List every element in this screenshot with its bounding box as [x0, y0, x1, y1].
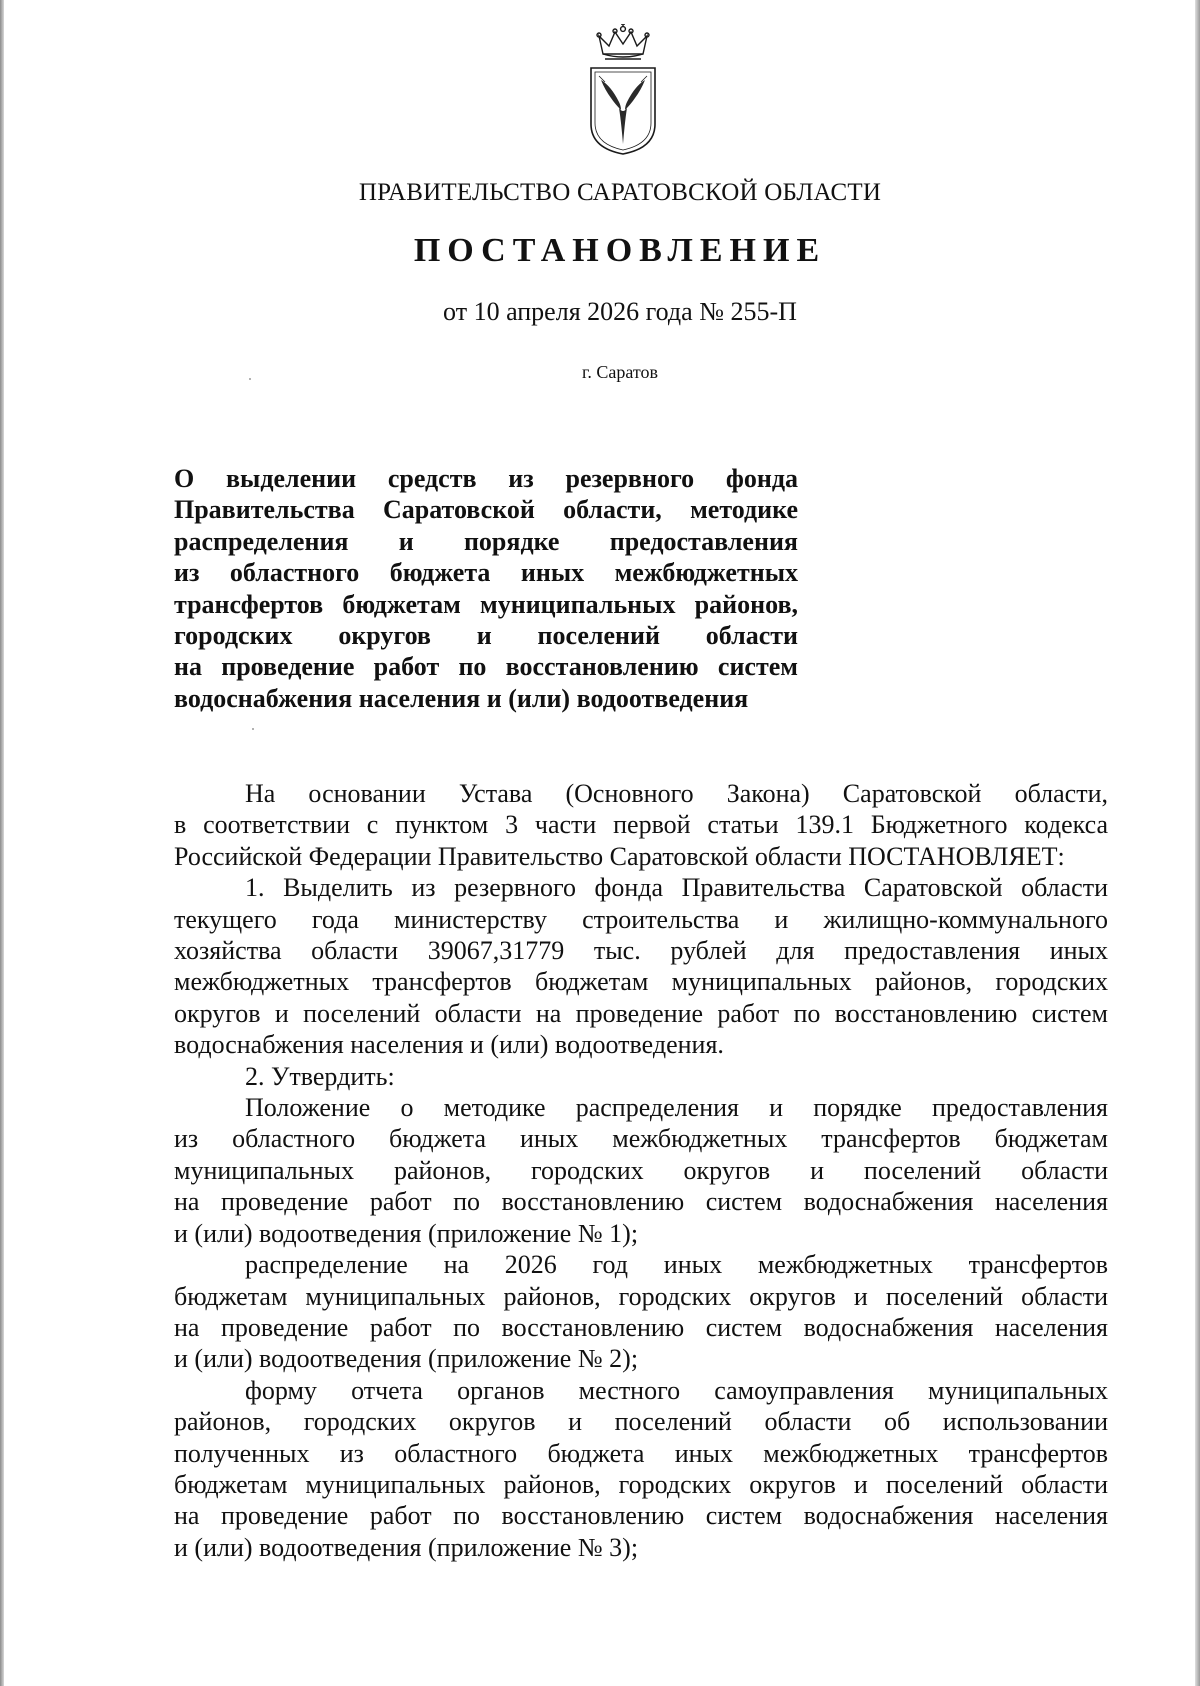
body-line: на проведение работ по восстановлению систем водоснабжения населения	[174, 1312, 1108, 1342]
body-line: районов, городских округов и поселений области об использовании	[174, 1407, 1108, 1437]
subject-line: водоснабжения населения и (или) водоотведения	[174, 683, 749, 713]
subject-line: трансфертов бюджетам муниципальных районов,	[174, 589, 798, 619]
document-subject	[174, 463, 798, 714]
appendix-1-paragraph	[174, 1092, 1108, 1249]
body-line: на проведение работ по восстановлению систем водоснабжения населения	[174, 1501, 1108, 1531]
body-line: 2. Утвердить:	[245, 1061, 395, 1091]
subject-line: распределения и порядке предоставления	[174, 526, 798, 556]
body-line: на проведение работ по восстановлению систем водоснабжения населения	[174, 1187, 1108, 1217]
body-line: и (или) водоотведения (приложение № 2);	[174, 1344, 639, 1374]
subject-line: на проведение работ по восстановлению систем	[174, 652, 798, 682]
body-line: форму отчета органов местного самоуправления муниципальных	[245, 1375, 1108, 1405]
body-line: бюджетам муниципальных районов, городских округов и поселений области	[174, 1281, 1108, 1311]
body-line: полученных из областного бюджета иных межбюджетных трансфертов	[174, 1438, 1108, 1468]
subject-line: из областного бюджета иных межбюджетных	[174, 558, 798, 588]
subject-line: О выделении средств из резервного фонда	[174, 464, 798, 493]
document-city: г. Саратов	[582, 362, 658, 382]
body-line: Российской Федерации Правительство Саратовской области ПОСТАНОВЛЯЕТ:	[174, 841, 1065, 871]
body-line: из областного бюджета иных межбюджетных трансфертов бюджетам	[174, 1124, 1108, 1154]
scan-speck	[252, 728, 254, 730]
coat-of-arms-icon	[585, 24, 661, 156]
body-line: бюджетам муниципальных районов, городских округов и поселений области	[174, 1469, 1108, 1499]
document-date-number: от 10 апреля 2026 года № 255-П	[443, 297, 797, 326]
body-line: 1. Выделить из резервного фонда Правительства Саратовской области	[245, 873, 1108, 903]
body-line: муниципальных районов, городских округов и поселений области	[174, 1155, 1108, 1185]
document-body	[174, 778, 1108, 1563]
body-line: Положение о методике распределения и порядке предоставления	[245, 1093, 1108, 1123]
preamble-paragraph	[174, 778, 1108, 872]
body-line: распределение на 2026 год иных межбюджетных трансфертов	[245, 1250, 1108, 1280]
body-line: округов и поселений области на проведение работ по восстановлению систем	[174, 998, 1108, 1028]
body-line: текущего года министерству строительства и жилищно-коммунального	[174, 904, 1108, 934]
appendix-3-paragraph	[174, 1375, 1108, 1563]
appendix-2-paragraph	[174, 1249, 1108, 1375]
government-title: ПРАВИТЕЛЬСТВО САРАТОВСКОЙ ОБЛАСТИ	[358, 179, 882, 206]
body-line: в соответствии с пунктом 3 части первой статьи 139.1 Бюджетного кодекса	[174, 810, 1108, 840]
clause-1-paragraph	[174, 872, 1108, 1060]
subject-line: Правительства Саратовской области, методике	[174, 495, 798, 525]
subject-line: городских округов и поселений области	[174, 621, 798, 651]
clause-2-heading	[174, 1061, 1108, 1092]
body-line: На основании Устава (Основного Закона) Саратовской области,	[245, 779, 1108, 808]
body-line: и (или) водоотведения (приложение № 1);	[174, 1218, 639, 1248]
scan-speck	[249, 378, 251, 380]
body-line: межбюджетных трансфертов бюджетам муниципальных районов, городских	[174, 967, 1108, 997]
body-line: водоснабжения населения и (или) водоотведения.	[174, 1030, 724, 1060]
body-line: хозяйства области 39067,31779 тыс. рублей для предоставления иных	[174, 936, 1108, 966]
document-type: ПОСТАНОВЛЕНИЕ	[413, 232, 827, 269]
body-line: и (или) водоотведения (приложение № 3);	[174, 1532, 639, 1562]
